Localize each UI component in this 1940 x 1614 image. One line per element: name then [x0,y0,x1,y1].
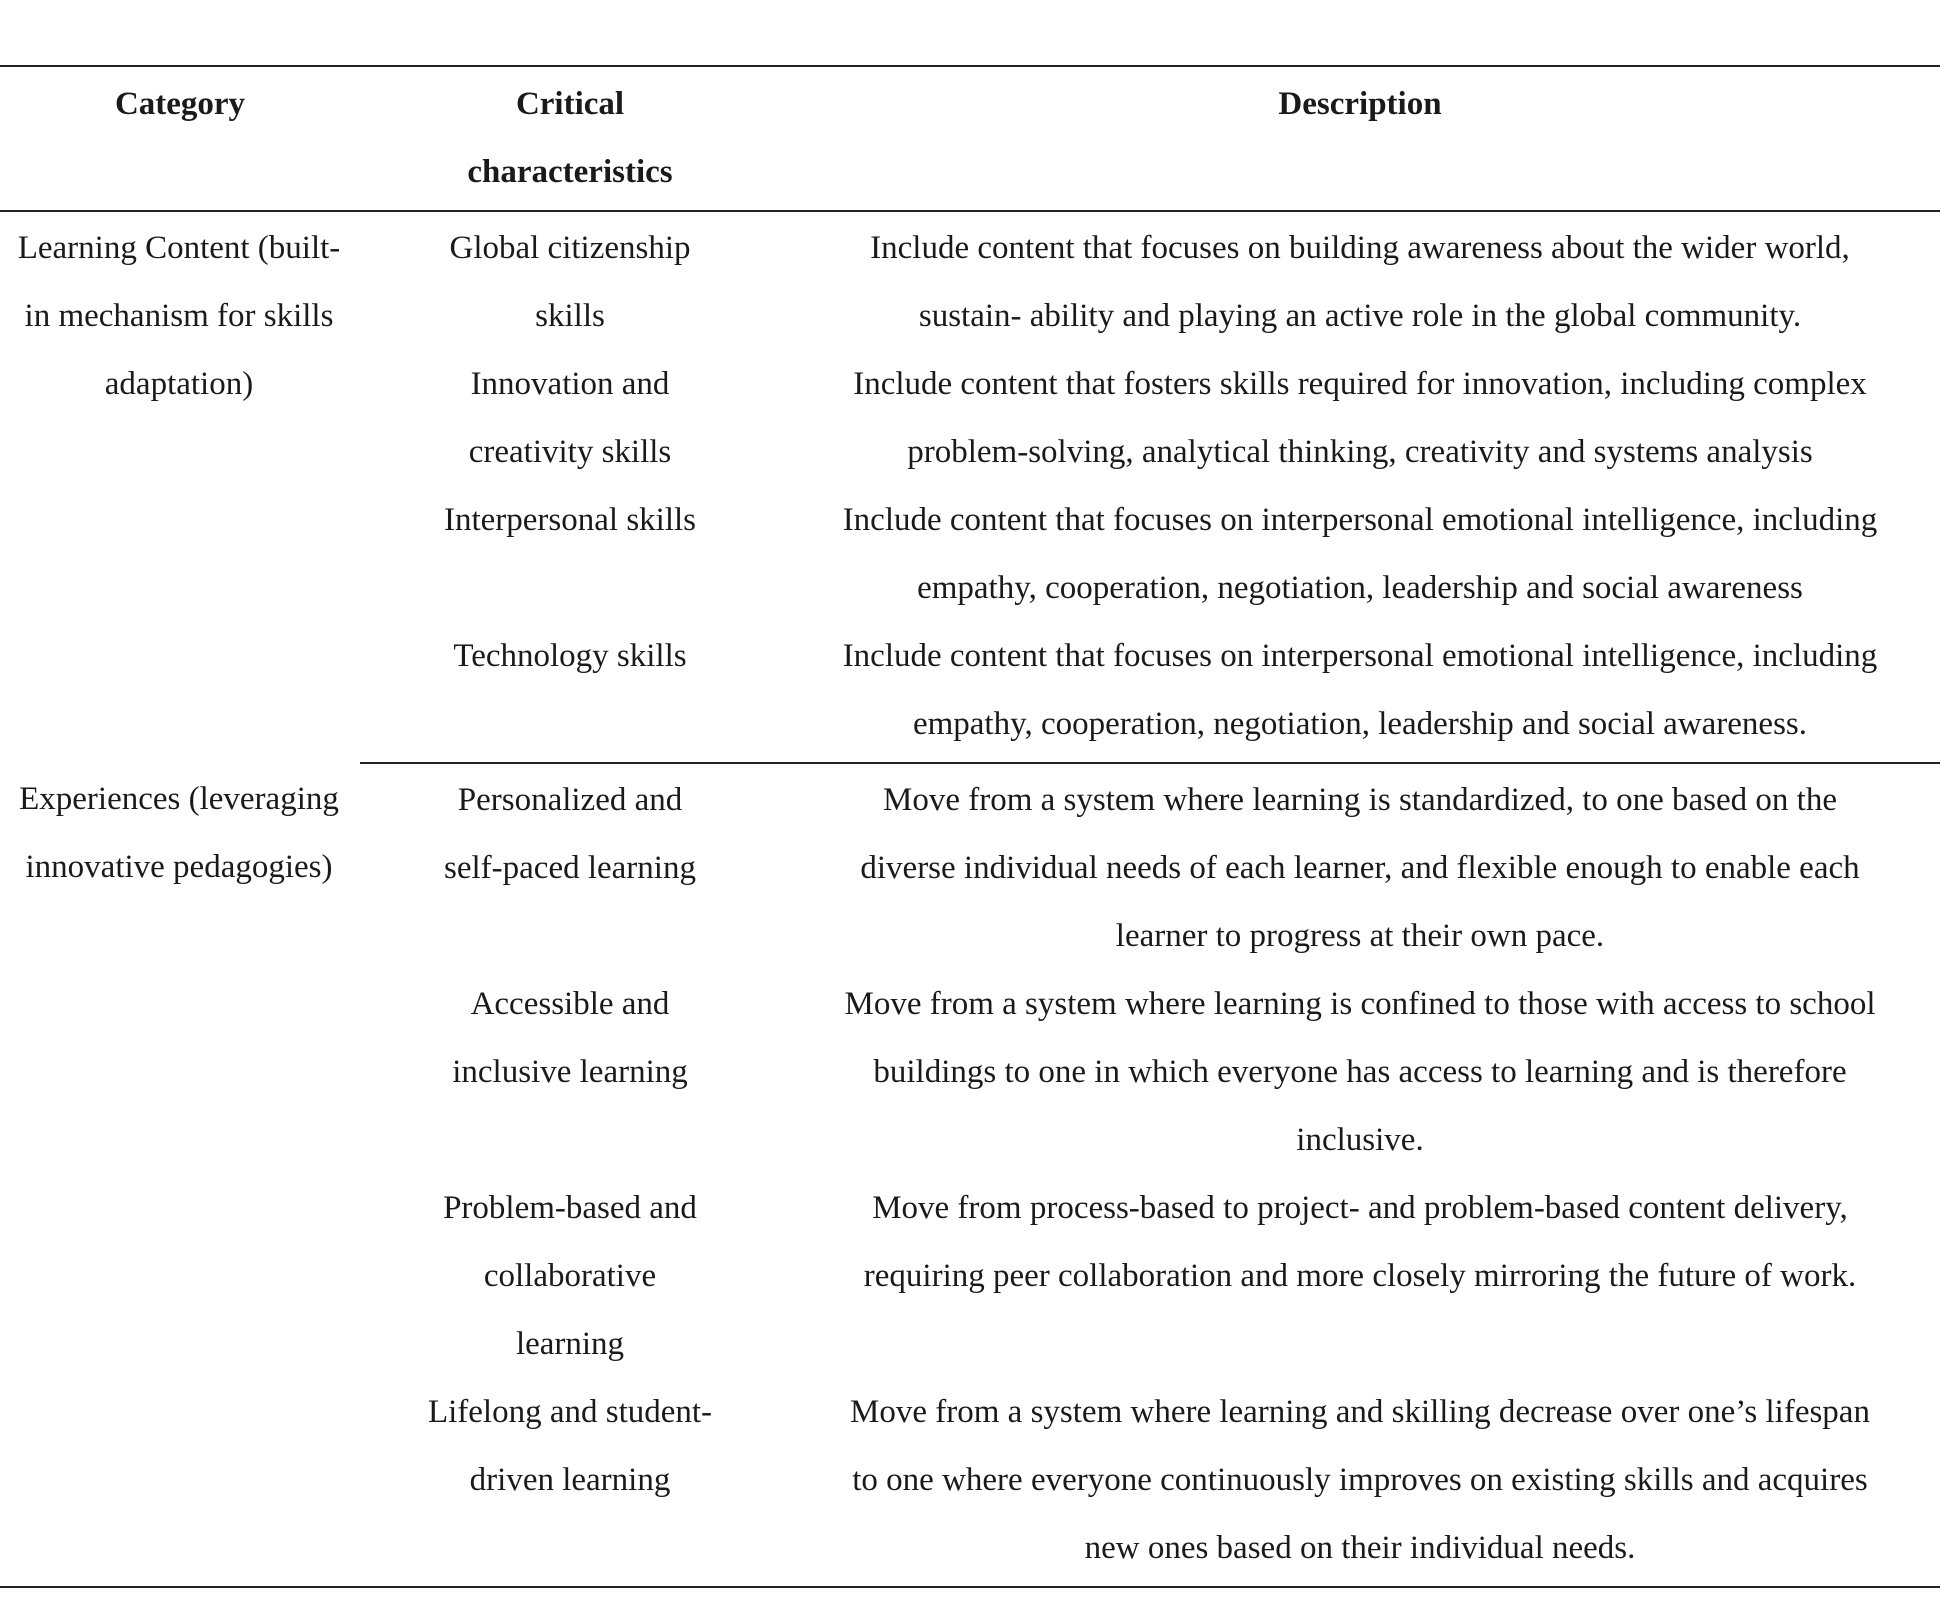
description-line: Include content that focuses on building awareness about the wider world, [870,230,1850,266]
table-header [0,66,1940,211]
characteristics-table-container [0,65,1940,1588]
description-line: Move from a system where learning and skilling decrease over one’s lifespan [850,1394,1870,1430]
category-line: innovative pedagogies) [25,849,333,885]
description-line: empathy, cooperation, negotiation, leadership and social awareness. [912,706,1808,742]
characteristic-line: Accessible and [470,986,670,1022]
characteristic-cell [360,970,780,1174]
characteristic-line: Personalized and [457,782,683,818]
description-cell [780,1174,1940,1378]
description-cell [780,350,1940,486]
characteristic-line: Global citizenship [449,230,691,266]
characteristic-line: Lifelong and student- [427,1394,713,1430]
category-line: adaptation) [104,366,254,402]
description-line: to one where everyone continuously improves on existing skills and acquires [852,1462,1868,1498]
header-description [780,66,1940,211]
category-cell [0,211,360,763]
description-cell [780,486,1940,622]
characteristic-line: collaborative [483,1258,657,1294]
description-line: requiring peer collaboration and more closely mirroring the future of work. [863,1258,1857,1294]
characteristic-line: inclusive learning [452,1054,688,1090]
description-line: inclusive. [1296,1122,1424,1158]
characteristic-line: Technology skills [453,638,687,674]
characteristic-cell [360,1378,780,1587]
description-cell [780,1378,1940,1587]
header-critical-line: characteristics [467,154,673,190]
header-category-label: Category [114,86,246,122]
characteristic-line: learning [515,1326,625,1362]
characteristic-line: Problem-based and [443,1190,697,1226]
header-description-label: Description [1278,86,1442,122]
description-line: Include content that fosters skills required for innovation, including complex [853,366,1867,402]
description-cell [780,622,1940,763]
characteristics-table [0,65,1940,1588]
header-row [0,66,1940,211]
category-line: Learning Content (built- [17,230,341,266]
characteristic-cell [360,211,780,350]
description-line: Move from process-based to project- and problem-based content delivery, [872,1190,1848,1226]
description-cell [780,970,1940,1174]
table-row [0,763,1940,970]
description-line: diverse individual needs of each learner, and flexible enough to enable each [860,850,1860,886]
category-cell [0,763,360,1587]
description-line: empathy, cooperation, negotiation, leadership and social awareness [917,570,1803,606]
characteristic-cell [360,622,780,763]
header-critical-line: Critical [515,86,625,122]
characteristic-line: Innovation and [470,366,670,402]
header-critical-characteristics [360,66,780,211]
description-line: Include content that focuses on interpersonal emotional intelligence, including [842,638,1878,674]
table-body [0,211,1940,1587]
characteristic-cell [360,486,780,622]
header-category [0,66,360,211]
description-line: learner to progress at their own pace. [1115,918,1605,954]
description-line: new ones based on their individual needs. [1084,1530,1636,1566]
characteristic-line: skills [535,298,605,334]
description-line: problem-solving, analytical thinking, creativity and systems analysis [907,434,1813,470]
description-line: sustain- ability and playing an active role in the global community. [918,298,1802,334]
description-cell [780,763,1940,970]
characteristic-line: self-paced learning [444,850,696,886]
description-line: Move from a system where learning is standardized, to one based on the [883,782,1837,818]
description-line: Move from a system where learning is confined to those with access to school [844,986,1876,1022]
description-line: Include content that focuses on interpersonal emotional intelligence, including [842,502,1878,538]
characteristic-line: creativity skills [468,434,672,470]
characteristic-cell [360,350,780,486]
category-line: in mechanism for skills [24,298,334,334]
characteristic-line: Interpersonal skills [443,502,697,538]
characteristic-cell [360,763,780,970]
category-line: Experiences (leveraging [19,781,339,817]
table-row [0,211,1940,350]
description-line: buildings to one in which everyone has access to learning and is therefore [873,1054,1847,1090]
description-cell [780,211,1940,350]
characteristic-line: driven learning [469,1462,671,1498]
characteristic-cell [360,1174,780,1378]
